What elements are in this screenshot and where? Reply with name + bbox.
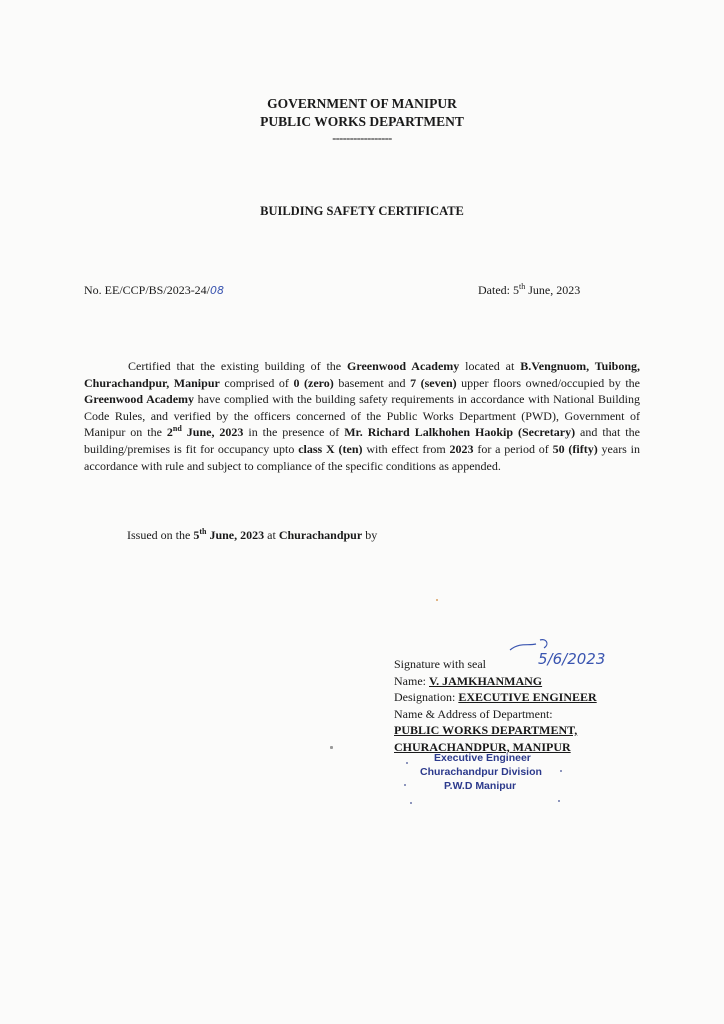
department-line-1: PUBLIC WORKS DEPARTMENT,	[394, 723, 578, 737]
stamp-line-1: Executive Engineer	[434, 752, 531, 764]
body-text: years in accordance with rule and subject to compliance of the specific conditions as appended.	[84, 441, 641, 473]
reference-handwritten-number: 08	[210, 284, 225, 297]
government-heading: GOVERNMENT OF MANIPUR	[267, 96, 457, 111]
issued-text: by	[362, 528, 378, 542]
paper-speck	[436, 599, 438, 601]
paper-speck	[330, 746, 333, 749]
signature-block	[394, 656, 597, 755]
issued-date	[193, 528, 264, 542]
department-label: Name & Address of Department:	[394, 706, 553, 721]
name-row	[394, 673, 597, 690]
issued-line	[127, 528, 377, 543]
basement-count: 0 (zero)	[293, 375, 334, 390]
occupancy-class: class X (ten)	[298, 441, 363, 456]
designation-row	[394, 689, 597, 706]
verification-month-year: June, 2023	[181, 425, 244, 440]
body-text: Certified that the existing building of the	[128, 359, 347, 373]
issued-text: at	[264, 528, 279, 542]
issued-day: 5	[193, 528, 200, 542]
designation-label: Designation:	[394, 690, 459, 704]
issued-month-year: June, 2023	[206, 528, 265, 542]
date-line	[478, 283, 580, 298]
department-line-2: CHURACHANDPUR, MANIPUR	[394, 739, 571, 754]
body-text: and that the building/premises is fit for occupancy upto	[84, 425, 640, 456]
certificate-title: BUILDING SAFETY CERTIFICATE	[260, 204, 464, 218]
body-text: for a period of	[473, 441, 553, 456]
body-text: comprised of	[219, 375, 294, 390]
body-text: located at	[459, 359, 521, 373]
verification-day: 2	[166, 425, 173, 440]
verification-date	[167, 425, 244, 439]
date-rest: June, 2023	[525, 283, 581, 297]
building-location: B.Vengnuom, Tuibong, Churachandpur, Manipur	[84, 359, 641, 390]
body-text: in the presence of	[243, 425, 345, 440]
verification-day-suffix: nd	[172, 424, 182, 434]
issued-text: Issued on the	[127, 528, 194, 542]
heading-divider: -----------------	[332, 131, 392, 145]
name-label: Name:	[394, 673, 429, 688]
stamp-line-2: Churachandpur Division	[420, 766, 542, 778]
officer-designation: EXECUTIVE ENGINEER	[458, 690, 597, 704]
certificate-body	[84, 358, 640, 474]
department-heading: PUBLIC WORKS DEPARTMENT	[260, 114, 464, 129]
signature-label: Signature with seal	[394, 657, 486, 671]
body-text: have complied with the building safety requirements in accordance with National Building Code Rules, and verified by the officers concerned of the Public Works Department (PWD), Government of Manipur on the	[84, 392, 641, 440]
date-suffix: th	[519, 282, 526, 291]
witness-name: Mr. Richard Lalkhohen Haokip (Secretary)	[344, 425, 576, 440]
body-text: upper floors owned/occupied by the	[456, 375, 640, 390]
officer-name: V. JAMKHANMANG	[429, 673, 543, 688]
effective-year: 2023	[449, 441, 474, 456]
stamp-line-3: P.W.D Manipur	[444, 780, 517, 792]
validity-period: 50 (fifty)	[552, 441, 598, 456]
floor-count: 7 (seven)	[410, 375, 457, 390]
reference-number	[84, 283, 224, 298]
handwritten-date: 5/6/2023	[538, 650, 606, 668]
issued-day-suffix: th	[199, 527, 207, 536]
date-label: Dated: 5	[478, 283, 519, 297]
body-text: basement and	[333, 375, 411, 390]
body-text: with effect from	[362, 441, 450, 456]
building-name: Greenwood Academy	[347, 359, 460, 373]
occupant-name: Greenwood Academy	[84, 392, 195, 407]
issued-place: Churachandpur	[278, 528, 363, 542]
reference-prefix: No. EE/CCP/BS/2023-24/	[84, 283, 211, 297]
official-seal-stamp	[400, 752, 570, 810]
